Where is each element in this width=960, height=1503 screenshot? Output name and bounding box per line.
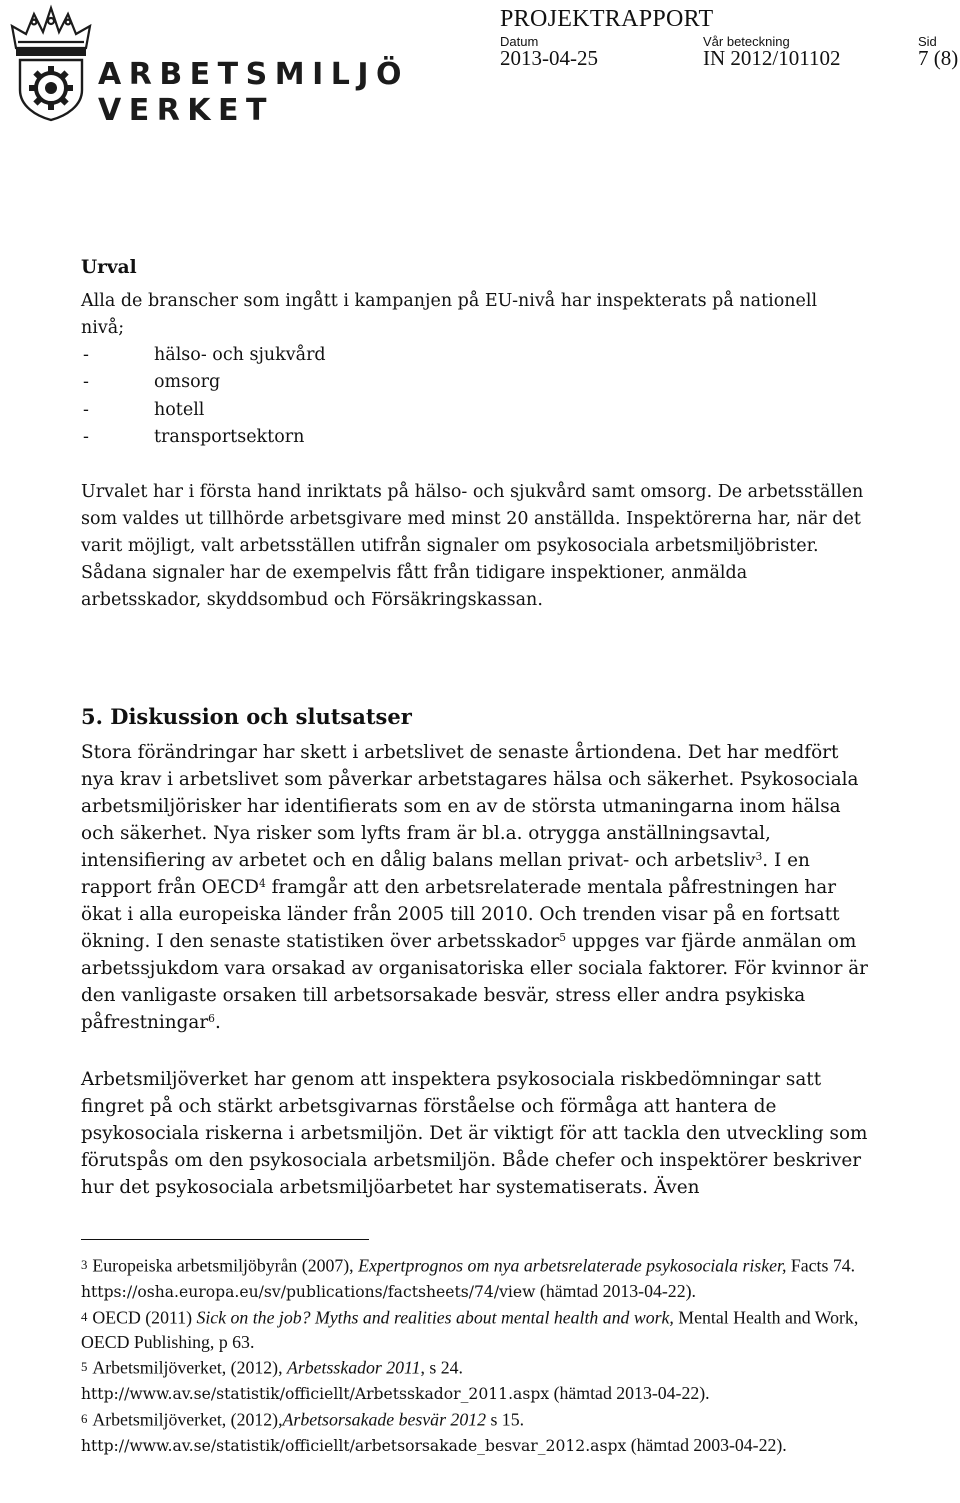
footnote-ref-5[interactable]: 5 xyxy=(559,931,567,945)
urval-intro-paragraph: Alla de branscher som ingått i kampanjen på EU-nivå har inspekterats på nationell nivå; xyxy=(81,291,818,338)
urval-body-paragraph: Urvalet har i första hand inriktats på hälso- och sjukvård samt omsorg. De arbetsställen som valdes ut tillhörde arbetsgivare med minst 20 anställda. Inspektörerna har, när det varit möjligt, valt arbetsställen utifrån signaler om psykosociala arbetsmiljöbrister. Sådana signaler har de exempelvis fått från tidigare inspektioner, anmälda arbetsskador, skyddsombud och Försäkringskassan. xyxy=(81,482,864,610)
discussion-paragraph-2: Arbetsmiljöverket har genom att inspektera psykosociala riskbedömningar satt fingret på och stärkt arbetsgivarnas förståelse och förmåga att hantera de psykosociala riskerna i arbetsmiljön. Det är viktigt för att tackla den utveckling som förutspås om den psykosociala arbetsmiljön. Både chefer och inspektörer beskriver hur det psykosociala arbetsmiljöarbetet har systematiserats. Även xyxy=(81,1069,868,1198)
logo-wordmark-line2: VERKET xyxy=(98,93,275,128)
section-heading-diskussion: 5. Diskussion och slutsatser xyxy=(81,704,412,729)
footnotes xyxy=(81,1253,871,1459)
footnote-3: 3 Europeiska arbetsmiljöbyrån (2007), Expertprognos om nya arbetsrelaterade psykosociala risker, Facts 74. https://osha.europa.eu/sv/publications/factsheets/74/view (hämtad 2013-04-22). xyxy=(81,1255,856,1301)
reference-value: IN 2012/101102 xyxy=(703,46,841,70)
footnote-link[interactable]: https://osha.europa.eu/sv/publications/factsheets/74/view xyxy=(81,1282,536,1301)
footnote-6: 6 Arbetsmiljöverket, (2012),Arbetsorsakade besvär 2012 s 15. http://www.av.se/statistik/officiellt/arbetsorsakade_besvar_2012.aspx (hämtad 2003-04-22). xyxy=(81,1409,787,1455)
footnote-link[interactable]: http://www.av.se/statistik/officiellt/arbetsorsakade_besvar_2012.aspx xyxy=(81,1436,627,1455)
list-item: - omsorg xyxy=(83,372,221,393)
sector-list xyxy=(83,342,326,451)
footnote-link[interactable]: http://www.av.se/statistik/officiellt/Arbetsskador_2011.aspx xyxy=(81,1384,550,1403)
footnote-ref-6[interactable]: 6 xyxy=(208,1012,215,1026)
crown-emblem-icon xyxy=(6,4,96,122)
section-heading-urval: Urval xyxy=(81,257,137,278)
list-item: - hälso- och sjukvård xyxy=(83,345,326,365)
footnote-divider xyxy=(81,1239,369,1240)
footnote-5: 5 Arbetsmiljöverket, (2012), Arbetsskador 2011, s 24. http://www.av.se/statistik/officiellt/Arbetsskador_2011.aspx (hämtad 2013-04-22). xyxy=(81,1357,710,1403)
logo-wordmark-line1: ARBETSMILJÖ xyxy=(98,57,410,92)
list-item: - transportsektorn xyxy=(83,426,305,447)
page-number: 7 (8) xyxy=(918,46,959,70)
footnote-4: 4 OECD (2011) Sick on the job? Myths and realities about mental health and work, Mental Health and Work, OECD Publishing, p 63. xyxy=(81,1307,859,1353)
document-type: PROJEKTRAPPORT xyxy=(500,6,714,32)
arbetsmiljoverket-logo xyxy=(6,4,410,128)
date-value: 2013-04-25 xyxy=(500,46,598,70)
reference-label: Vår beteckning xyxy=(703,34,790,49)
discussion-paragraph-1: Stora förändringar har skett i arbetslivet de senaste årtiondena. Det har medfört nya krav i arbetslivet som påverkar arbetstagares hälsa och säkerhet. Psykosociala arbetsmiljörisker har identifierats som en av de största utmaningarna inom hälsa och säkerhet. Nya risker som lyfts fram är bl.a. otrygga anställningsavtal, intensifiering av arbetet och en dålig balans mellan privat- och arbetsliv$^3$. I en rapport från OECD$^4$ framgår att den arbetsrelaterade mentala påfrestningen har ökat i alla europeiska länder från 2005 till 2010. Och trenden visar på en fortsatt ökning. I den senaste statistiken över arbetsskador$^5$ uppges var fjärde anmälan om arbetssjukdom vara orsakad av organisatoriska eller sociala faktorer. För kvinnor är den vanligaste orsaken till arbetsorsakade besvär, stress eller andra psykiska påfrestningar$^6$. xyxy=(81,742,868,1033)
list-item: - hotell xyxy=(83,399,205,420)
page-label: Sid xyxy=(918,34,937,49)
footnote-ref-4[interactable]: 4 xyxy=(258,877,266,891)
footnote-ref-3[interactable]: 3 xyxy=(755,850,763,864)
date-label: Datum xyxy=(500,34,539,49)
